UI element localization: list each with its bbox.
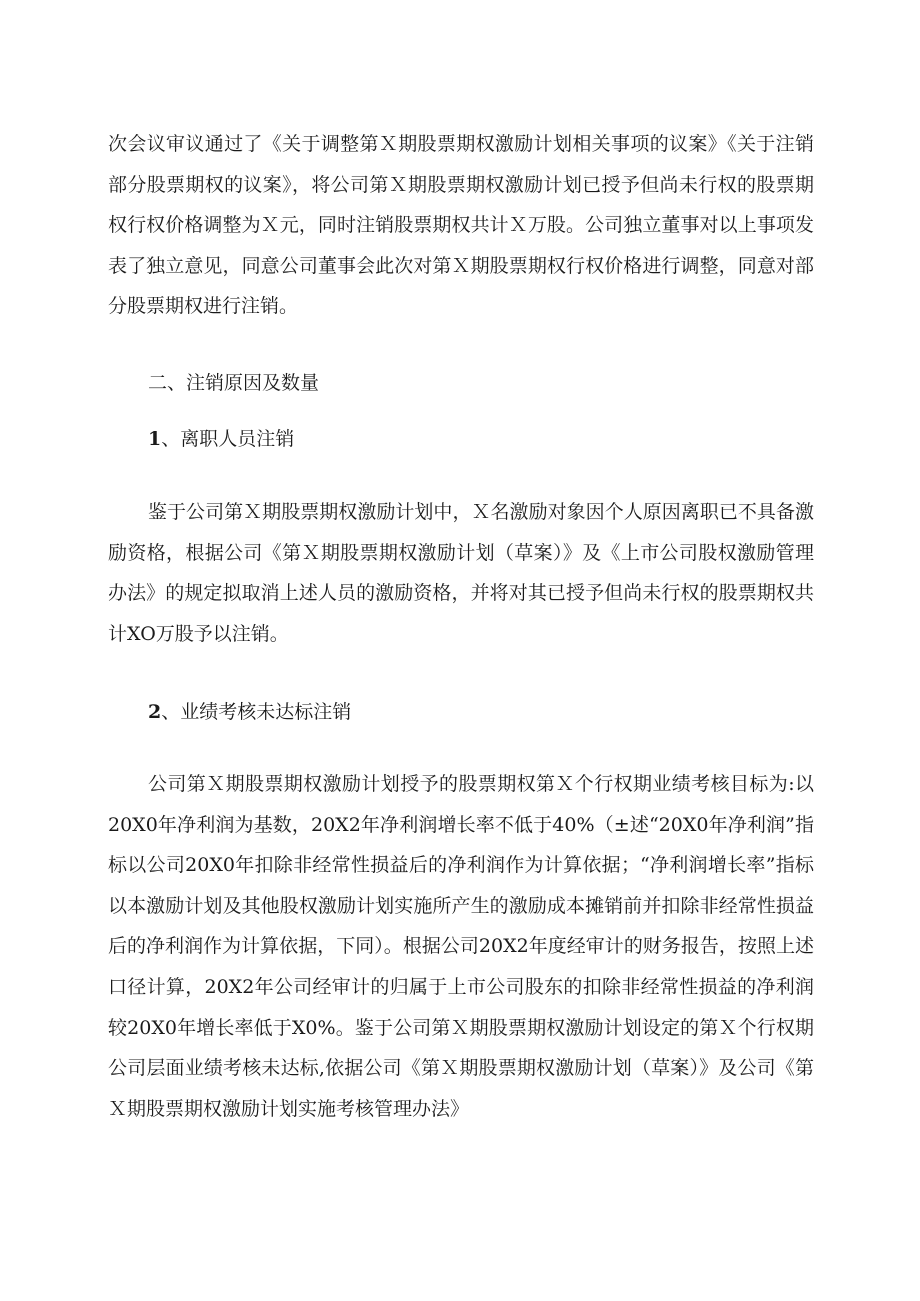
subsection-number: 1	[148, 428, 162, 450]
section-heading-cancellation-reasons: 二、注销原因及数量	[148, 372, 320, 394]
paragraph-meeting-approval: 次会议审议通过了《关于调整第Ｘ期股票期权激励计划相关事项的议案》《关于注销部分股票期权的议案》，将公司第Ｘ期股票期权激励计划已授予但尚未行权的股票期权行权价格调整为Ｘ元，同时注销股票期权共计Ｘ万股。公司独立董事对以上事项发表了独立意见，同意公司董事会此次对第Ｘ期股票期权行权价格进行调整，同意对部分股票期权进行注销。	[108, 133, 814, 318]
subsection-heading-departed-staff	[108, 419, 854, 459]
paragraph-performance-target: 公司第Ｘ期股票期权激励计划授予的股票期权第Ｘ个行权期业绩考核目标为:以20X0年净利润为基数，20X2年净利润增长率不低于40%（±述“20X0年净利润”指标以公司20X0年扣除非经常性损益后的净利润作为计算依据；“净利润增长率”指标以本激励计划及其他股权激励计划实施所产生的激励成本摊销前并扣除非经常性损益后的净利润作为计算依据，下同）。根据公司20X2年度经审计的财务报告，按照上述口径计算，20X2年公司经审计的归属于上市公司股东的扣除非经常性损益的净利润较20X0年增长率低于X0%。鉴于公司第Ｘ期股票期权激励计划设定的第Ｘ个行权期公司层面业绩考核未达标,依据公司《第Ｘ期股票期权激励计划（草案）》及公司《第Ｘ期股票期权激励计划实施考核管理办法》	[108, 773, 814, 1120]
subsection-title: 、离职人员注销	[161, 428, 295, 450]
paragraph-departed-staff: 鉴于公司第Ｘ期股票期权激励计划中，Ｘ名激励对象因个人原因离职已不具备激励资格，根据公司《第Ｘ期股票期权激励计划（草案）》及《上市公司股权激励管理办法》的规定拟取消上述人员的激励资格，并将对其已授予但尚未行权的股票期权共计XO万股予以注销。	[108, 501, 814, 645]
subsection-number: 2	[148, 701, 162, 723]
subsection-title: 、业绩考核未达标注销	[161, 701, 352, 723]
subsection-heading-performance	[108, 692, 854, 732]
